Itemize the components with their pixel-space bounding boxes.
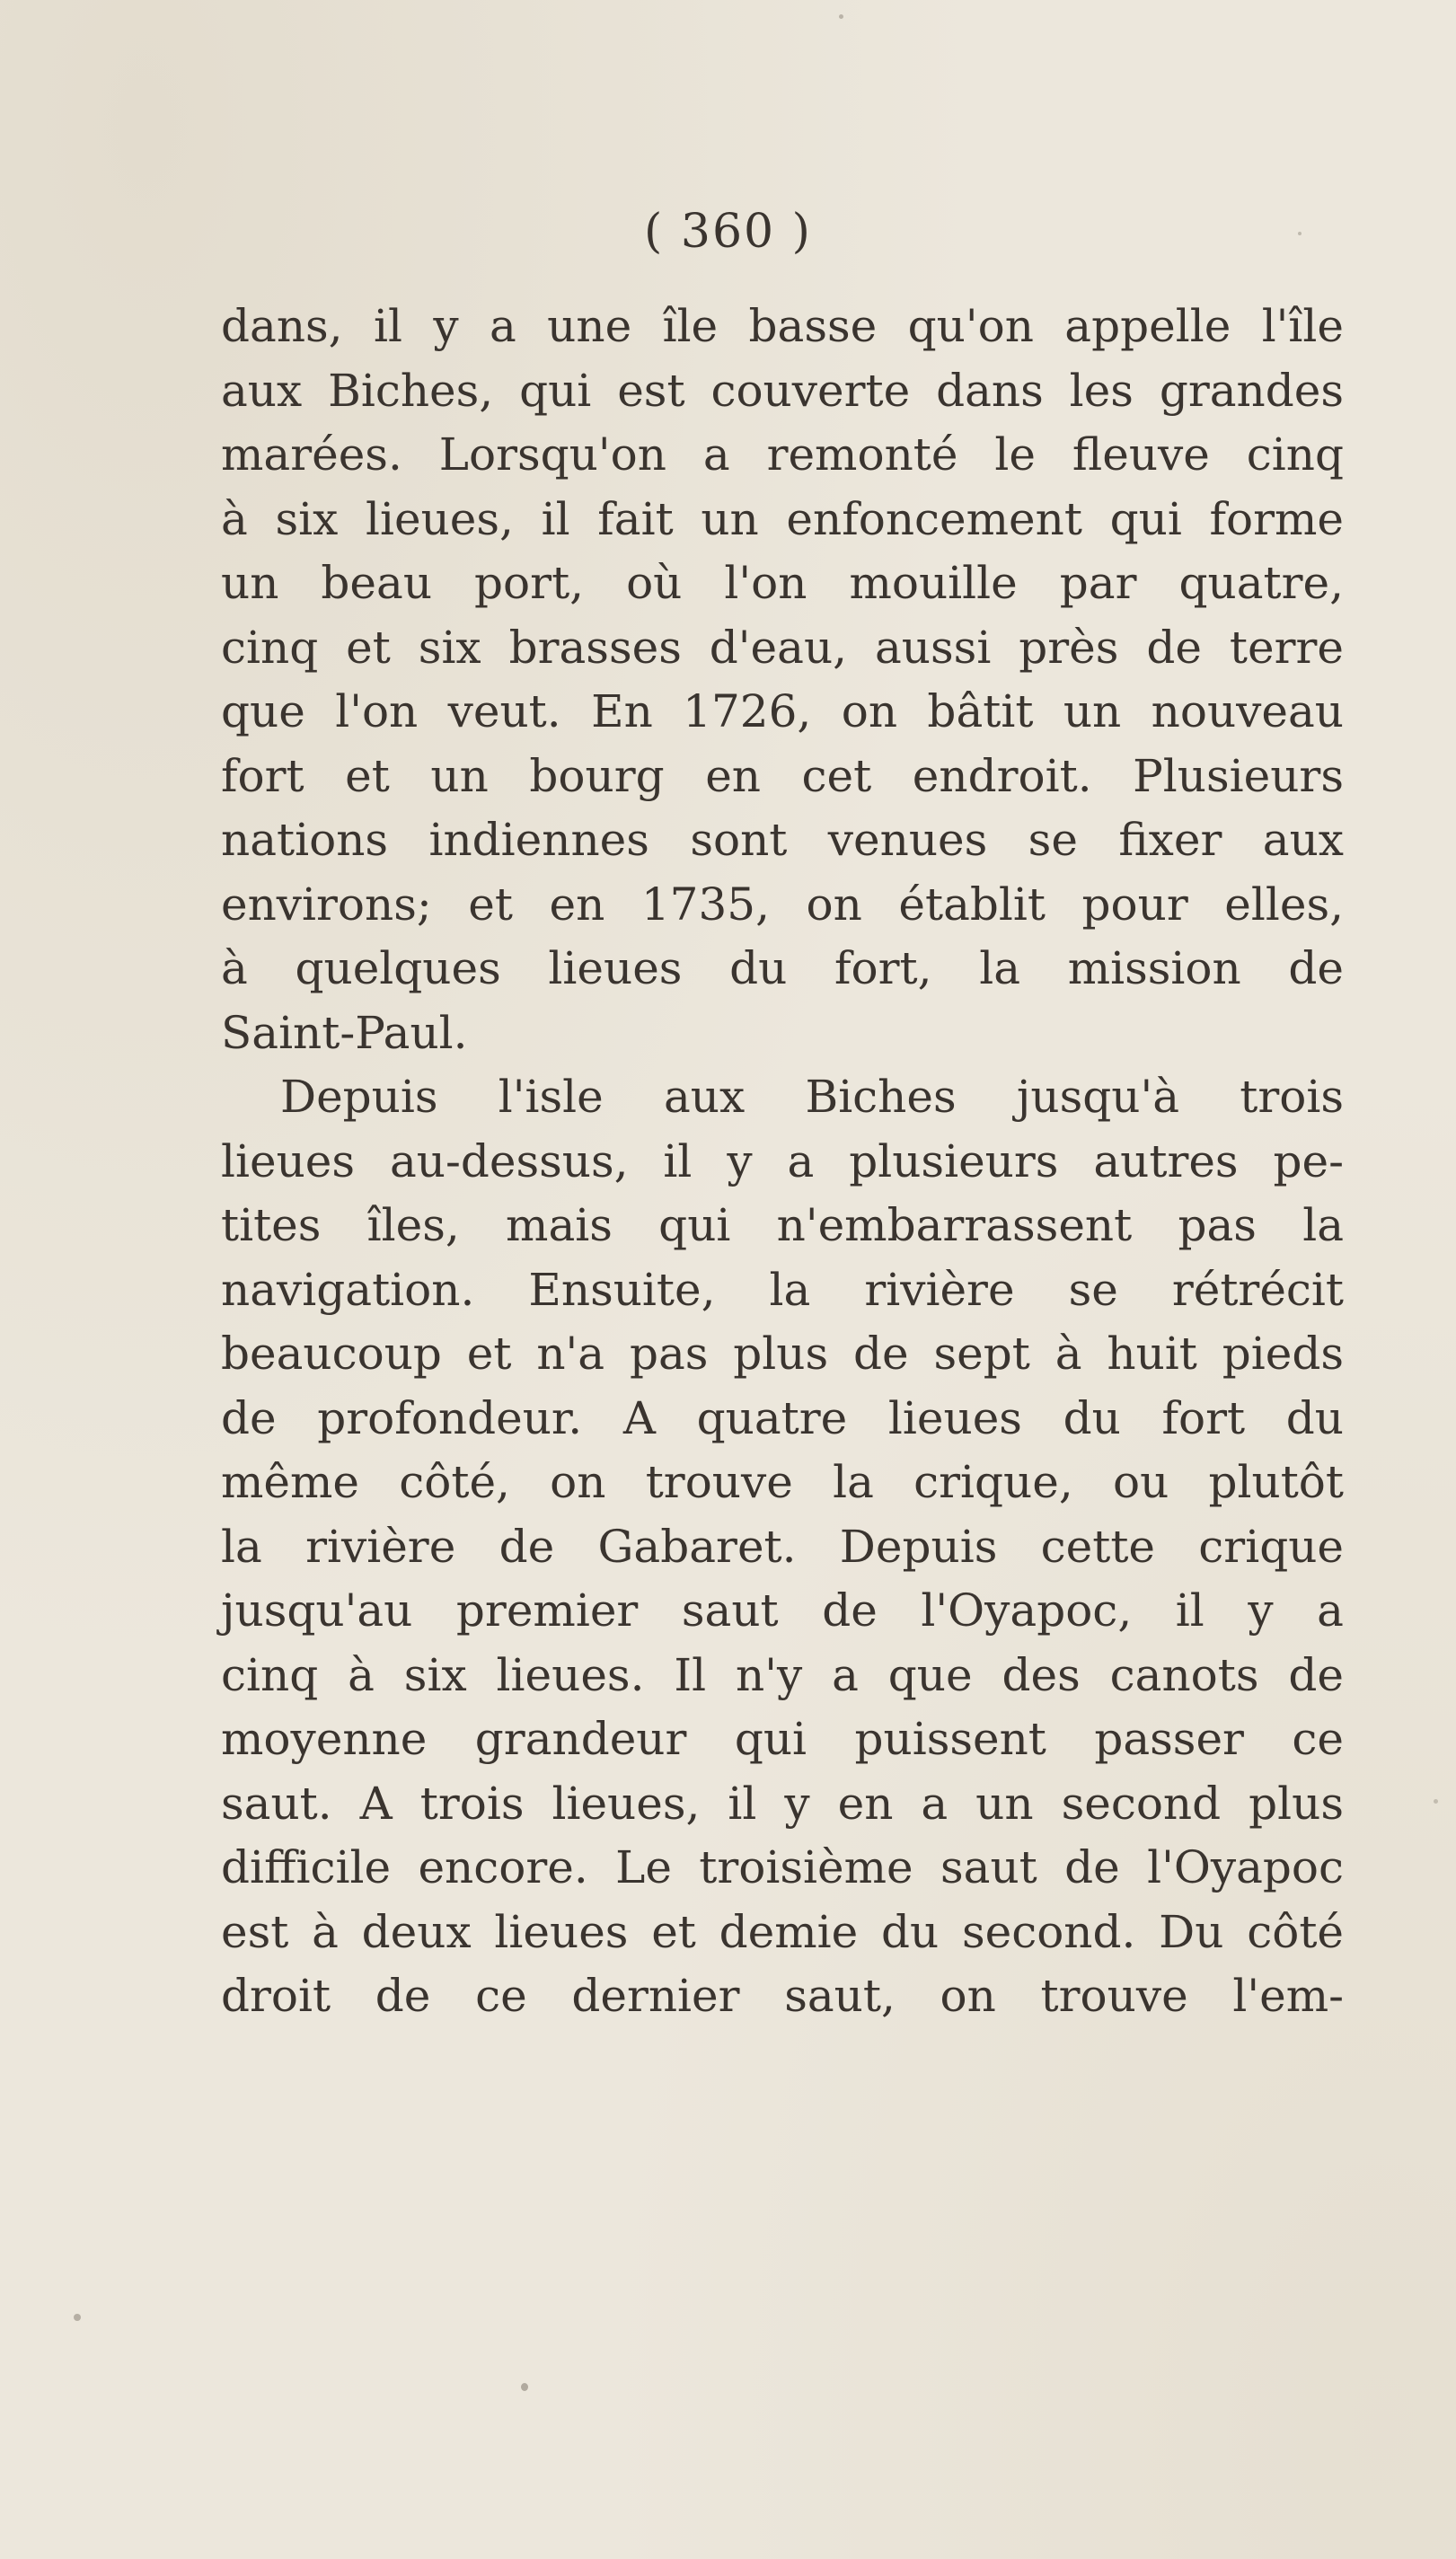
text-line: de profondeur. A quatre lieues du fort du <box>221 1391 1344 1444</box>
text-line: lieues au-dessus, il y a plusieurs autres pe- <box>221 1134 1344 1187</box>
paper-speck <box>1298 232 1302 235</box>
text-line: marées. Lorsqu'on a remonté le fleuve cinq <box>221 428 1344 481</box>
text-line: jusqu'au premier saut de l'Oyapoc, il y a <box>221 1584 1344 1637</box>
text-line: tites îles, mais qui n'embarrassent pas la <box>221 1199 1344 1251</box>
text-line: environs; et en 1735, on établit pour elles, <box>221 878 1344 931</box>
text-line: dans, il y a une île basse qu'on appelle l'île <box>221 300 1344 352</box>
paper-speck <box>74 2314 81 2321</box>
text-line: Saint-Paul. <box>221 1006 468 1059</box>
text-line: beaucoup et n'a pas plus de sept à huit pieds <box>221 1328 1344 1380</box>
text-line: droit de ce dernier saut, on trouve l'em- <box>221 1970 1344 2022</box>
text-line: la rivière de Gabaret. Depuis cette crique <box>221 1520 1344 1573</box>
text-line: nations indiennes sont venues se fixer aux <box>221 814 1344 866</box>
text-line: difficile encore. Le troisième saut de l'Oyapoc <box>221 1841 1344 1893</box>
paper-speck <box>1434 1799 1438 1804</box>
text-line: cinq à six lieues. Il n'y a que des canots de <box>221 1648 1344 1701</box>
paper-speck <box>839 14 843 19</box>
text-line: aux Biches, qui est couverte dans les grandes <box>221 364 1344 417</box>
text-line: saut. A trois lieues, il y en a un second plus <box>221 1777 1344 1830</box>
text-line: moyenne grandeur qui puissent passer ce <box>221 1713 1344 1765</box>
page-number: ( 360 ) <box>644 205 812 259</box>
text-line: fort et un bourg en cet endroit. Plusieurs <box>221 749 1344 802</box>
body-text <box>221 295 1344 2029</box>
text-line: à quelques lieues du fort, la mission de <box>221 942 1344 994</box>
paper-speck <box>521 2383 528 2391</box>
text-line: Depuis l'isle aux Biches jusqu'à trois <box>280 1071 1344 1123</box>
text-line: même côté, on trouve la crique, ou plutôt <box>221 1456 1344 1508</box>
text-line: que l'on veut. En 1726, on bâtit un nouveau <box>221 685 1344 737</box>
text-line: cinq et six brasses d'eau, aussi près de terre <box>221 621 1344 674</box>
text-line: à six lieues, il fait un enfoncement qui forme <box>221 492 1344 545</box>
text-line: est à deux lieues et demie du second. Du côté <box>221 1905 1344 1958</box>
text-line: un beau port, où l'on mouille par quatre, <box>221 557 1344 609</box>
text-line: navigation. Ensuite, la rivière se rétrécit <box>221 1263 1344 1316</box>
